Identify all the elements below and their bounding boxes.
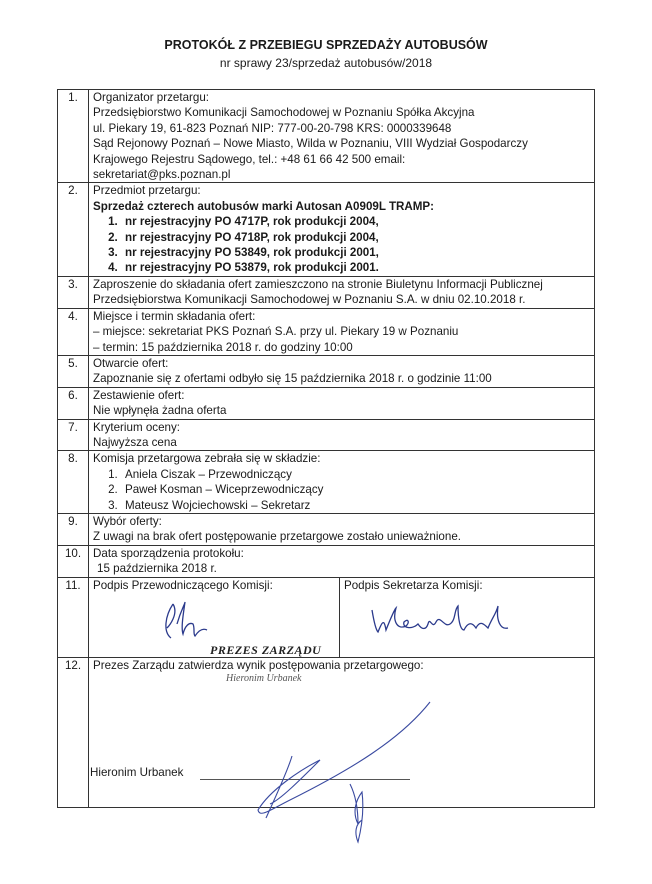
signatures-table [89, 578, 594, 657]
criterion-heading: Kryterium oceny: [93, 420, 180, 434]
organizer-heading: Organizator przetargu: [93, 91, 209, 104]
bus-item: 4. nr rejestracyjny PO 53879, rok produkcji 2001. [121, 260, 590, 275]
row-number: 11. [58, 577, 89, 657]
section-commission [58, 451, 595, 514]
section-invitation [58, 276, 595, 308]
date-heading: Data sporządzenia protokołu: [93, 546, 244, 560]
organizer-cell [89, 90, 595, 183]
chair-signature-label: Podpis Przewodniczącego Komisji: [93, 578, 273, 592]
president-signature [230, 700, 440, 850]
place-time-cell [89, 308, 595, 355]
deadline-line: – termin: 15 października 2018 r. do godziny 10:00 [93, 340, 353, 354]
section-place-time [58, 308, 595, 355]
president-name: Hieronim Urbanek [90, 766, 184, 779]
commission-member: 2. Paweł Kosman – Wiceprzewodniczący [121, 482, 590, 497]
offers-cell [89, 387, 595, 419]
invitation-cell [89, 276, 595, 308]
organizer-line: Krajowego Rejestru Sądowego, tel.: +48 61 66 42 500 email: [93, 152, 406, 166]
opening-text: Zapoznanie się z ofertami odbyło się 15 października 2018 r. o godzinie 11:00 [93, 372, 492, 386]
offers-text: Nie wpłynęła żadna oferta [93, 404, 227, 418]
organizer-email: sekretariat@pks.poznan.pl [93, 168, 231, 182]
row-number: 4. [58, 308, 89, 355]
row-number: 7. [58, 419, 89, 451]
president-text: Prezes Zarządu zatwierdza wynik postępowania przetargowego: [93, 658, 424, 672]
secretary-signature [368, 600, 518, 640]
commission-list [93, 467, 590, 513]
signatures-cell [89, 577, 595, 657]
opening-cell [89, 355, 595, 387]
subject-lead: Sprzedaż czterech autobusów marki Autosan A0909L TRAMP: [93, 199, 435, 213]
section-organizer [58, 90, 595, 183]
secretary-signature-cell [340, 578, 595, 657]
subject-cell [89, 183, 595, 276]
commission-member: 1. Aniela Ciszak – Przewodniczący [121, 467, 590, 482]
opening-heading: Otwarcie ofert: [93, 356, 169, 370]
section-criterion [58, 419, 595, 451]
president-stamp-title: PREZES ZARZĄDU [210, 643, 322, 657]
organizer-line: ul. Piekary 19, 61-823 Poznań NIP: 777-00-20-798 KRS: 0000339648 [93, 121, 452, 135]
selection-text: Z uwagi na brak ofert postępowanie przetargowe zostało unieważnione. [93, 530, 461, 544]
row-number: 1. [58, 90, 89, 183]
subject-heading: Przedmiot przetargu: [93, 184, 201, 198]
commission-heading: Komisja przetargowa zebrała się w składzie: [93, 452, 321, 466]
row-number: 12. [58, 657, 89, 807]
date-cell [89, 545, 595, 577]
secretary-signature-label: Podpis Sekretarza Komisji: [344, 578, 483, 592]
organizer-line: Sąd Rejonowy Poznań – Nowe Miasto, Wilda w Poznaniu, VIII Wydział Gospodarczy [93, 137, 528, 151]
section-selection [58, 513, 595, 545]
organizer-line: Przedsiębiorstwo Komunikacji Samochodowej w Poznaniu Spółka Akcyjna [93, 106, 475, 120]
section-date [58, 545, 595, 577]
row-number: 5. [58, 355, 89, 387]
place-time-heading: Miejsce i termin składania ofert: [93, 309, 256, 323]
selection-cell [89, 513, 595, 545]
offers-heading: Zestawienie ofert: [93, 388, 185, 402]
row-number: 2. [58, 183, 89, 276]
section-offers [58, 387, 595, 419]
row-number: 8. [58, 451, 89, 514]
bus-list [93, 214, 590, 276]
row-number: 6. [58, 387, 89, 419]
row-number: 9. [58, 513, 89, 545]
selection-heading: Wybór oferty: [93, 514, 162, 528]
date-text: 15 października 2018 r. [97, 562, 217, 576]
commission-member: 3. Mateusz Wojciechowski – Sekretarz [121, 498, 590, 513]
chair-signature [159, 598, 219, 643]
section-subject [58, 183, 595, 276]
bus-item: 1. nr rejestracyjny PO 4717P, rok produkcji 2004, [121, 214, 590, 229]
section-signatures [58, 577, 595, 657]
president-stamp-name: Hieronim Urbanek [226, 673, 302, 684]
invitation-line: Przedsiębiorstwa Komunikacji Samochodowej w Poznaniu S.A. w dniu 02.10.2018 r. [93, 293, 526, 307]
criterion-cell [89, 419, 595, 451]
row-number: 3. [58, 276, 89, 308]
invitation-line: Zaproszenie do składania ofert zamieszczono na stronie Biuletynu Informacji Publicznej [93, 277, 543, 291]
document-title: PROTOKÓŁ Z PRZEBIEGU SPRZEDAŻY AUTOBUSÓW [164, 38, 488, 52]
bus-item: 3. nr rejestracyjny PO 53849, rok produkcji 2001, [121, 245, 590, 260]
commission-cell [89, 451, 595, 514]
section-opening [58, 355, 595, 387]
criterion-text: Najwyższa cena [93, 435, 177, 449]
row-number: 10. [58, 545, 89, 577]
place-line: – miejsce: sekretariat PKS Poznań S.A. przy ul. Piekary 19 w Poznaniu [93, 325, 459, 339]
bus-item: 2. nr rejestracyjny PO 4718P, rok produkcji 2004, [121, 230, 590, 245]
case-number: nr sprawy 23/sprzedaż autobusów/2018 [219, 56, 433, 70]
